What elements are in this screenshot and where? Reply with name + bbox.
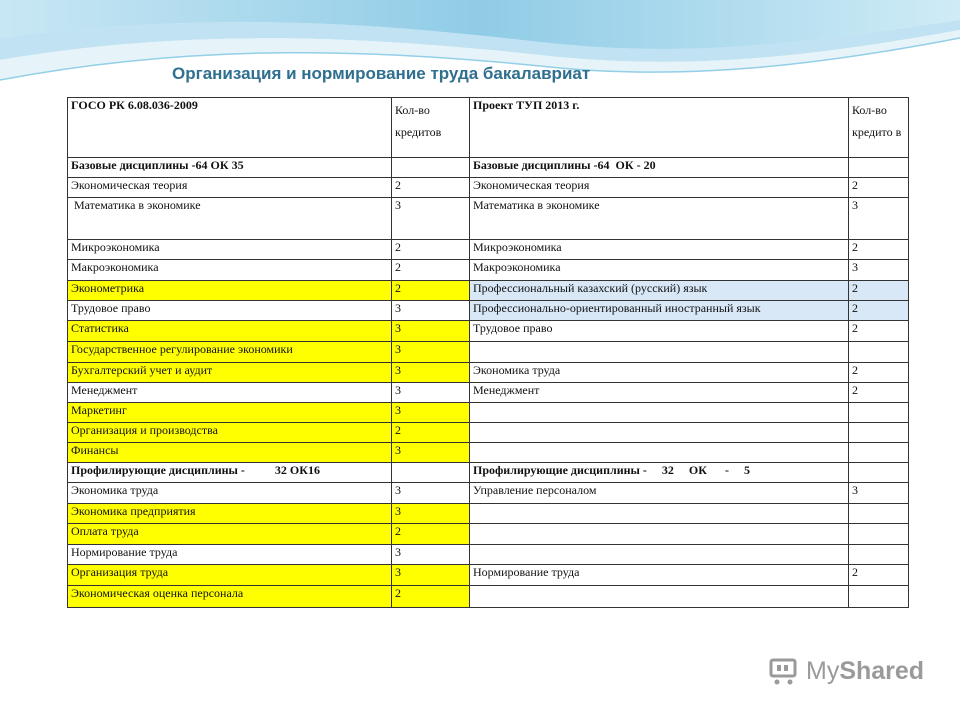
header-wave-background <box>0 0 960 110</box>
credits-cell: 3 <box>392 443 470 463</box>
discipline-cell: Микроэкономика <box>68 240 392 260</box>
mystream-cart-icon <box>768 656 800 686</box>
project-credits-cell: 3 <box>849 483 909 504</box>
discipline-cell: Профилирующие дисциплины - 32 ОК16 <box>68 463 392 483</box>
table-row <box>68 403 909 423</box>
header-project: Проект ТУП 2013 г. <box>470 98 849 158</box>
project-credits-cell: 2 <box>849 363 909 383</box>
table-row <box>68 321 909 342</box>
project-discipline-cell: Менеджмент <box>470 383 849 403</box>
project-discipline-cell <box>470 586 849 608</box>
project-credits-cell: 2 <box>849 281 909 301</box>
credits-cell: 2 <box>392 524 470 545</box>
project-credits-cell: 2 <box>849 321 909 342</box>
credits-cell: 2 <box>392 260 470 281</box>
discipline-cell: Оплата труда <box>68 524 392 545</box>
project-credits-cell <box>849 443 909 463</box>
project-credits-cell <box>849 342 909 363</box>
credits-cell: 3 <box>392 198 470 240</box>
myshared-logo <box>768 656 924 686</box>
credits-cell: 2 <box>392 281 470 301</box>
slide-title: Организация и нормирование труда бакалавриат <box>172 64 591 83</box>
project-discipline-cell: Управление персоналом <box>470 483 849 504</box>
discipline-cell: Экономика труда <box>68 483 392 504</box>
discipline-cell: Макроэкономика <box>68 260 392 281</box>
credits-cell <box>392 463 470 483</box>
project-credits-cell: 3 <box>849 198 909 240</box>
project-discipline-cell: Экономика труда <box>470 363 849 383</box>
table-header-row <box>68 98 909 158</box>
discipline-cell: Маркетинг <box>68 403 392 423</box>
table-row <box>68 301 909 321</box>
discipline-cell: Финансы <box>68 443 392 463</box>
credits-cell: 3 <box>392 483 470 504</box>
table-row <box>68 260 909 281</box>
credits-cell: 2 <box>392 240 470 260</box>
project-credits-cell <box>849 524 909 545</box>
credits-cell: 2 <box>392 423 470 443</box>
project-discipline-cell: Математика в экономике <box>470 198 849 240</box>
table-row <box>68 483 909 504</box>
project-credits-cell <box>849 158 909 178</box>
curriculum-table <box>67 97 909 608</box>
credits-cell: 3 <box>392 301 470 321</box>
project-credits-cell: 2 <box>849 565 909 586</box>
table-row <box>68 586 909 608</box>
project-credits-cell: 2 <box>849 240 909 260</box>
project-discipline-cell <box>470 403 849 423</box>
table-row <box>68 178 909 198</box>
project-discipline-cell: Макроэкономика <box>470 260 849 281</box>
table-row <box>68 504 909 524</box>
table-row <box>68 198 909 240</box>
header-credits: Кол-во кредитов <box>392 98 470 158</box>
table-row <box>68 342 909 363</box>
project-discipline-cell <box>470 504 849 524</box>
discipline-cell: Трудовое право <box>68 301 392 321</box>
project-credits-cell: 2 <box>849 178 909 198</box>
discipline-cell: Эконометрика <box>68 281 392 301</box>
table-row <box>68 524 909 545</box>
discipline-cell: Статистика <box>68 321 392 342</box>
project-discipline-cell: Профессиональный казахский (русский) язык <box>470 281 849 301</box>
project-discipline-cell <box>470 423 849 443</box>
discipline-cell: Менеджмент <box>68 383 392 403</box>
discipline-cell: Экономическая оценка персонала <box>68 586 392 608</box>
header-project-credits: Кол-во кредито в <box>849 98 909 158</box>
discipline-cell: Государственное регулирование экономики <box>68 342 392 363</box>
discipline-cell: Математика в экономике <box>68 198 392 240</box>
discipline-cell: Базовые дисциплины -64 ОК 35 <box>68 158 392 178</box>
project-credits-cell <box>849 463 909 483</box>
project-discipline-cell: Микроэкономика <box>470 240 849 260</box>
credits-cell: 2 <box>392 586 470 608</box>
credits-cell: 3 <box>392 363 470 383</box>
table-row <box>68 545 909 565</box>
project-discipline-cell: Профессионально-ориентированный иностранный язык <box>470 301 849 321</box>
credits-cell: 3 <box>392 504 470 524</box>
logo-my: My <box>806 656 840 685</box>
table-row <box>68 565 909 586</box>
project-credits-cell <box>849 545 909 565</box>
credits-cell: 3 <box>392 545 470 565</box>
project-discipline-cell: Трудовое право <box>470 321 849 342</box>
project-discipline-cell: Экономическая теория <box>470 178 849 198</box>
project-credits-cell <box>849 403 909 423</box>
section-row <box>68 463 909 483</box>
credits-cell: 3 <box>392 403 470 423</box>
table-row <box>68 240 909 260</box>
credits-cell <box>392 158 470 178</box>
project-discipline-cell <box>470 545 849 565</box>
logo-shared: Shared <box>839 656 925 685</box>
project-credits-cell <box>849 504 909 524</box>
table-row <box>68 281 909 301</box>
project-credits-cell <box>849 423 909 443</box>
project-discipline-cell <box>470 443 849 463</box>
project-credits-cell: 2 <box>849 383 909 403</box>
discipline-cell: Организация труда <box>68 565 392 586</box>
discipline-cell: Бухгалтерский учет и аудит <box>68 363 392 383</box>
project-discipline-cell <box>470 342 849 363</box>
project-credits-cell <box>849 586 909 608</box>
header-goso: ГОСО РК 6.08.036-2009 <box>68 98 392 158</box>
project-discipline-cell: Нормирование труда <box>470 565 849 586</box>
discipline-cell: Организация и производства <box>68 423 392 443</box>
table-row <box>68 363 909 383</box>
discipline-cell: Экономика предприятия <box>68 504 392 524</box>
credits-cell: 3 <box>392 321 470 342</box>
project-discipline-cell: Базовые дисциплины -64 ОК - 20 <box>470 158 849 178</box>
table-row <box>68 423 909 443</box>
discipline-cell: Нормирование труда <box>68 545 392 565</box>
credits-cell: 2 <box>392 178 470 198</box>
project-credits-cell: 2 <box>849 301 909 321</box>
project-discipline-cell: Профилирующие дисциплины - 32 ОК - 5 <box>470 463 849 483</box>
table-row <box>68 443 909 463</box>
section-row <box>68 158 909 178</box>
project-discipline-cell <box>470 524 849 545</box>
credits-cell: 3 <box>392 342 470 363</box>
project-credits-cell: 3 <box>849 260 909 281</box>
discipline-cell: Экономическая теория <box>68 178 392 198</box>
credits-cell: 3 <box>392 565 470 586</box>
table-row <box>68 383 909 403</box>
credits-cell: 3 <box>392 383 470 403</box>
